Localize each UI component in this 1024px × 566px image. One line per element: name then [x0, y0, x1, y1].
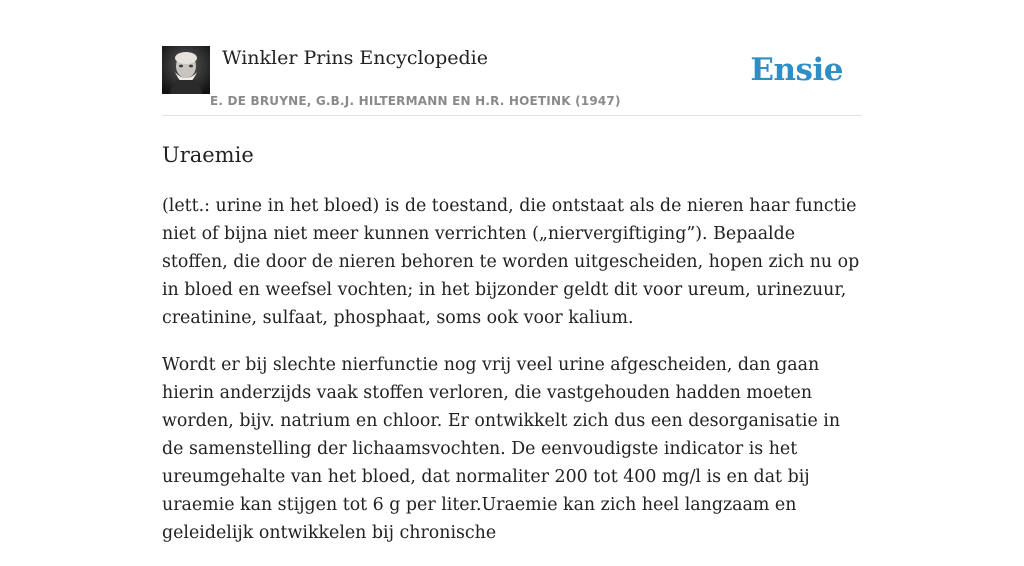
portrait-icon — [162, 46, 210, 94]
entry-title: Uraemie — [162, 143, 254, 167]
authors-line: E. DE BRUYNE, G.B.J. HILTERMANN EN H.R. HOETINK (1947) — [210, 94, 621, 108]
ensie-logo-link[interactable]: Ensie — [750, 52, 843, 88]
entry-paragraph-2: Wordt er bij slechte nierfunctie nog vrij veel urine afgescheiden, dan gaan hierin anderzijds vaak stoffen verloren, die vastgehouden hadden moeten worden, bijv. natrium en chloor. Er ontwikkelt zich dus een desorganisatie in de samenstelling der lichaamsvochten. De eenvoudigste indicator is het ureumgehalte van het bloed, dat normaliter 200 tot 400 mg/l is en dat bij uraemie kan stijgen tot 6 g per liter.Uraemie kan zich heel langzaam en geleidelijk ontwikkelen bij chronische — [162, 355, 841, 543]
entry-paragraph-1: (lett.: urine in het bloed) is de toestand, die ontstaat als de nieren haar functie niet of bijna niet meer kunnen verrichten („niervergiftiging”). Bepaalde stoffen, die door de nieren behoren te worden uitgescheiden, hopen zich nu op in bloed en weefsel vochten; in het bijzonder geldt dit voor ureum, urinezuur, creatinine, sulfaat, phosphaat, soms ook voor kalium. — [162, 196, 860, 328]
source-header — [162, 46, 862, 116]
encyclopedia-title[interactable]: Winkler Prins Encyclopedie — [222, 47, 488, 69]
author-avatar[interactable] — [162, 46, 210, 94]
entry-body — [162, 192, 862, 566]
